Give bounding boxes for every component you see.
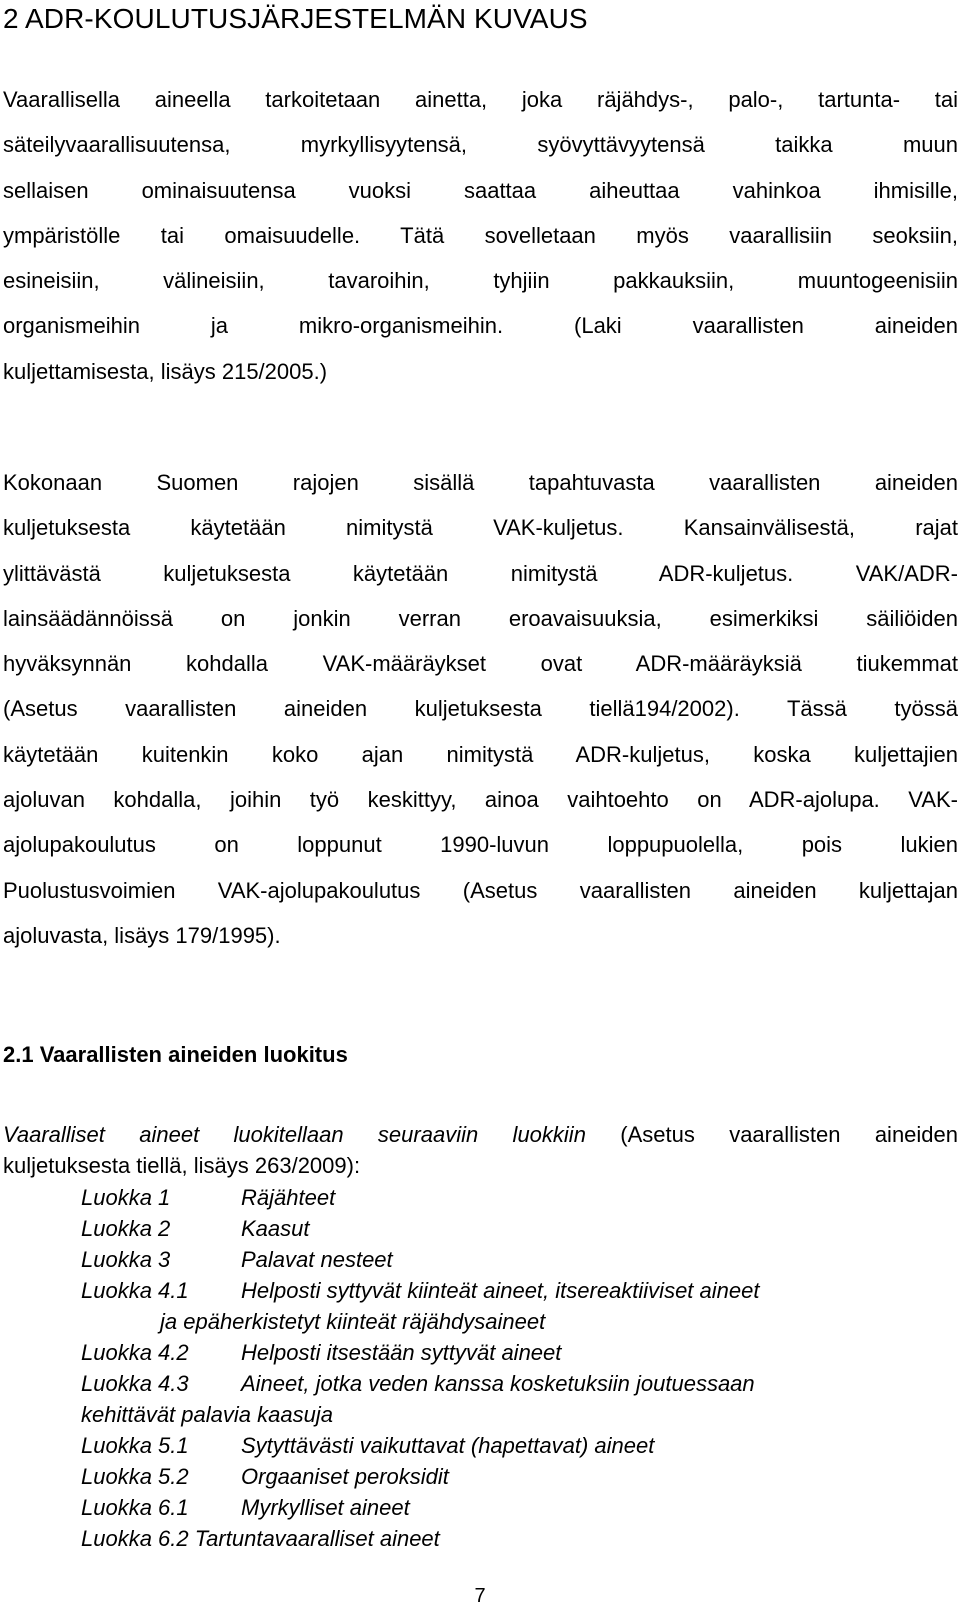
paragraph2-line: hyväksynnän kohdalla VAK-määräykset ovat ADR-määräyksiä tiukemmat [3, 651, 958, 677]
section-heading: 2 ADR-KOULUTUSJÄRJESTELMÄN KUVAUS [3, 3, 588, 34]
paragraph2-line: käytetään kuitenkin koko ajan nimitystä ADR-kuljetus, koska kuljettajien [3, 741, 958, 767]
classification-intro-italic: Vaaralliset aineet luokitellaan seuraaviin luokkiin [3, 1122, 586, 1147]
hazard-class-code: Luokka 5.1 [81, 1433, 189, 1458]
paragraph1-line: esineisiin, välineisiin, tavaroihin, tyhjiin pakkauksiin, muuntogeenisiin [3, 268, 958, 294]
hazard-class-name: Helposti syttyvät kiinteät aineet, itsereaktiiviset aineet [241, 1278, 760, 1303]
hazard-class-code: Luokka 4.1 [81, 1278, 189, 1303]
paragraph-hazardous-substance-definition [3, 77, 958, 394]
hazard-class-code: Luokka 1 [81, 1185, 171, 1210]
page-number: 7 [474, 1585, 486, 1607]
classification-intro [3, 1119, 958, 1181]
classification-intro-reference: (Asetus vaarallisten aineiden [585, 1122, 959, 1147]
hazard-class-item [81, 1244, 759, 1275]
hazard-class-name: Aineet, jotka veden kanssa kosketuksiin joutuessaan [241, 1371, 755, 1396]
hazard-class-item [81, 1368, 759, 1430]
hazard-class-item [81, 1430, 759, 1461]
paragraph1-line: säteilyvaarallisuutensa, myrkyllisyytensä, syövyttävyytensä taikka muun [3, 132, 958, 158]
paragraph2-line: ajoluvan kohdalla, joihin työ keskittyy, ainoa vaihtoehto on ADR-ajolupa. VAK- [3, 787, 958, 813]
hazard-class-name: Palavat nesteet [241, 1247, 393, 1272]
paragraph1-line: ympäristölle tai omaisuudelle. Tätä sovelletaan myös vaarallisiin seoksiin, [3, 222, 958, 248]
hazard-class-name: Helposti itsestään syttyvät aineet [241, 1340, 562, 1365]
hazard-class-item [81, 1523, 759, 1554]
hazard-class-item [81, 1461, 759, 1492]
paragraph2-line: lainsäädännöissä on jonkin verran eroavaisuuksia, esimerkiksi säiliöiden [3, 605, 958, 631]
paragraph1-line: kuljettamisesta, lisäys 215/2005.) [3, 358, 328, 384]
paragraph-vak-adr-transport [3, 460, 958, 958]
classification-intro-line-1 [3, 1119, 958, 1150]
paragraph1-line: Vaarallisella aineella tarkoitetaan ainetta, joka räjähdys-, palo-, tartunta- tai [3, 87, 958, 112]
hazard-class-name-continuation: ja epäherkistetyt kiinteät räjähdysaineet [160, 1309, 546, 1334]
hazard-class-item [81, 1337, 759, 1368]
hazard-class-code: Luokka 4.3 [81, 1371, 189, 1396]
paragraph2-line: ajoluvasta, lisäys 179/1995). [3, 922, 281, 948]
hazard-class-name: Kaasut [241, 1216, 310, 1241]
hazard-class-name-continuation: kehittävät palavia kaasuja [81, 1402, 333, 1427]
hazard-class-item [81, 1182, 759, 1213]
hazard-class-code: Luokka 3 [81, 1247, 171, 1272]
hazard-class-code: Luokka 5.2 [81, 1464, 189, 1489]
hazard-class-code: Luokka 2 [81, 1216, 171, 1241]
hazard-class-code: Luokka 6.2 [81, 1526, 189, 1551]
hazard-class-name: Orgaaniset peroksidit [241, 1464, 449, 1489]
paragraph2-line: Puolustusvoimien VAK-ajolupakoulutus (Asetus vaarallisten aineiden kuljettajan [3, 877, 958, 903]
paragraph2-line: ylittävästä kuljetuksesta käytetään nimitystä ADR-kuljetus. VAK/ADR- [3, 560, 958, 586]
paragraph2-line: ajolupakoulutus on loppunut 1990-luvun loppupuolella, pois lukien [3, 832, 958, 858]
hazard-class-code: Luokka 6.1 [81, 1495, 189, 1520]
paragraph2-line: (Asetus vaarallisten aineiden kuljetuksesta tiellä194/2002). Tässä työssä [3, 696, 958, 722]
paragraph2-line: Kokonaan Suomen rajojen sisällä tapahtuvasta vaarallisten aineiden [3, 470, 958, 495]
hazard-class-item [81, 1492, 759, 1523]
paragraph2-line: kuljetuksesta käytetään nimitystä VAK-kuljetus. Kansainvälisestä, rajat [3, 515, 958, 541]
hazard-class-list [81, 1182, 759, 1554]
hazard-class-item [81, 1275, 759, 1337]
hazard-class-name: Sytyttävästi vaikuttavat (hapettavat) aineet [241, 1433, 655, 1458]
hazard-class-name: Tartuntavaaralliset aineet [194, 1526, 440, 1551]
subsection-heading: 2.1 Vaarallisten aineiden luokitus [3, 1042, 348, 1067]
hazard-class-code: Luokka 4.2 [81, 1340, 189, 1365]
classification-intro-line-2: kuljetuksesta tiellä, lisäys 263/2009): [3, 1153, 361, 1178]
hazard-class-name: Myrkylliset aineet [241, 1495, 410, 1520]
paragraph1-line: sellaisen ominaisuutensa vuoksi saattaa aiheuttaa vahinkoa ihmisille, [3, 177, 958, 203]
paragraph1-line: organismeihin ja mikro-organismeihin. (Laki vaarallisten aineiden [3, 313, 958, 339]
hazard-class-item [81, 1213, 759, 1244]
hazard-class-name: Räjähteet [241, 1185, 336, 1210]
